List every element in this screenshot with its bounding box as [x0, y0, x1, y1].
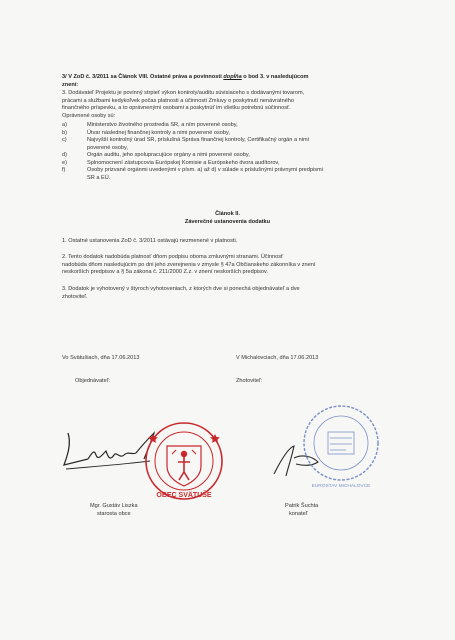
left-signatory-title: starosta obce: [97, 510, 131, 517]
list-text: poverené osoby,: [87, 144, 128, 151]
list-text: Splnomocnení zástupcovia Európskej Komisie a Európskeho dvora audítorov,: [87, 159, 280, 166]
list-marker: b): [62, 129, 67, 136]
clause-1: 1. Ostatné ustanovenia ZoD č. 3/2011 ostávajú nezmenené v platnosti.: [62, 238, 238, 244]
left-place-date: Vo Svätušiach, dňa 17.06.2013: [62, 355, 140, 361]
company-stamp-icon: [300, 402, 382, 484]
right-signatory-name: Patrik Šuchta: [285, 503, 319, 509]
list-text: Orgán auditu, jeho spolupracujúce orgány a nimi poverené osoby,: [87, 152, 250, 159]
clause-3-line: 3. Dodatok je vyhotovený v štyroch vyhotoveniach, z ktorých dve si ponechá objednávateľ a dve: [62, 286, 300, 292]
clause-3-line: zhotoviteľ.: [62, 293, 88, 300]
list-marker: c): [62, 137, 67, 144]
list-marker: a): [62, 122, 67, 128]
article-subtitle: Záverečné ustanovenia dodatku: [184, 218, 271, 225]
seal-caption: OBEC SVÄTUŠE: [156, 492, 212, 499]
left-role: Objednávateľ:: [75, 378, 110, 384]
amendment-heading: [62, 74, 309, 81]
list-marker: d): [62, 152, 67, 159]
clause-2-line: neskorších predpisov a § 5a zákona č. 211/2000 Z.z. v znení neskorších predpisov.: [62, 269, 268, 275]
list-marker: e): [62, 159, 67, 166]
municipal-seal-icon: [143, 420, 225, 502]
list-text: Ministerstvo životného prostredia SR, a ním poverené osoby,: [87, 122, 238, 128]
list-text: Útvar následnej finančnej kontroly a nimi poverené osoby,: [87, 129, 230, 136]
list-text: Najvyšší kontrolný úrad SR, príslušná Správa finančnej kontroly, Certifikačný orgán a nimi: [87, 137, 309, 144]
article-title: Článok II.: [215, 211, 240, 217]
list-text: SR a EÚ.: [87, 174, 111, 181]
paragraph-line: Oprávnené osoby sú:: [62, 112, 116, 119]
amendment-heading-line2: znení:: [62, 81, 79, 88]
heading-text: 3/ V ZoD č. 3/2011 sa Článok VIII. Ostatné práva a povinnosti: [62, 74, 224, 80]
right-signatory-title: konateľ: [289, 510, 308, 517]
right-role: Zhotoviteľ:: [236, 378, 263, 384]
clause-2-line: nadobúda dňom nasledujúcim po dni jeho zverejnenia v zmysle § 47a Občianskeho zákonníka v znení: [62, 261, 316, 268]
heading-highlight: dopĺňa: [223, 74, 242, 80]
list-text: Osoby prizvané orgánmi uvedenými v písm. a) až d) v súlade s príslušnými právnymi predpismi: [87, 167, 323, 174]
clause-2-line: 2. Tento dodatok nadobúda platnosť dňom podpisu oboma zmluvnými stranami. Účinnosť: [62, 254, 284, 260]
list-marker: f): [62, 167, 66, 174]
left-signatory-name: Mgr. Gustáv Liszka: [90, 503, 138, 509]
paragraph-line: 3. Dodávateľ Projektu je povinný strpieť výkon kontroly/auditu súvisiaceho s dodávanými tovarom,: [62, 90, 305, 96]
paragraph-line: finančného príspevku, a to oprávnenými osobami a poskytnúť im všetku potrebnú súčinnosť.: [62, 105, 291, 111]
right-place-date: V Michalovciach, dňa 17.06.2013: [236, 355, 319, 361]
heading-text-end: o bod 3. v nasledujúcom: [241, 74, 309, 80]
paragraph-line: prácami a službami kedykoľvek počas platnosti a účinnosti Zmluvy o poskytnutí nenávratného: [62, 97, 295, 104]
stamp-caption: EUROSTAV MICHALOVCE: [311, 484, 371, 489]
